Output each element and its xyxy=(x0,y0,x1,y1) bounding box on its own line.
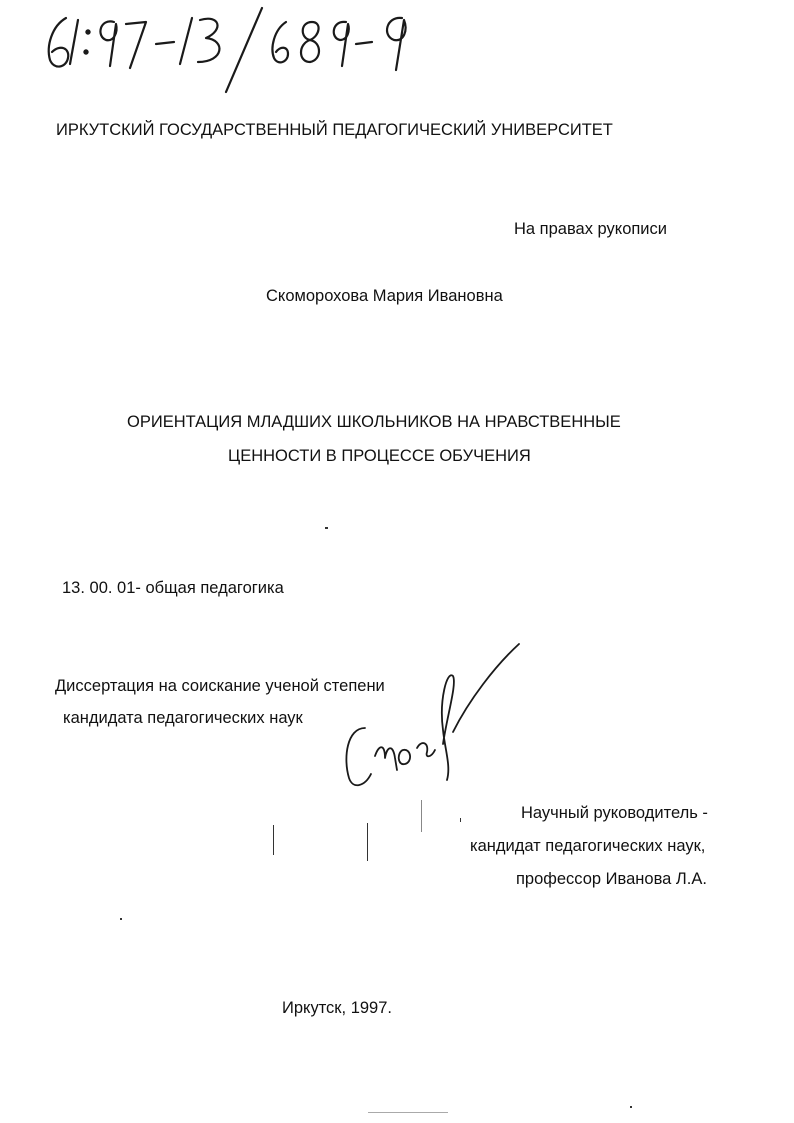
supervisor-name: профессор Иванова Л.А. xyxy=(516,870,707,888)
dissertation-title-line-1: ОРИЕНТАЦИЯ МЛАДШИХ ШКОЛЬНИКОВ НА НРАВСТВЕННЫЕ xyxy=(127,413,621,431)
university-name: ИРКУТСКИЙ ГОСУДАРСТВЕННЫЙ ПЕДАГОГИЧЕСКИЙ УНИВЕРСИТЕТ xyxy=(56,121,613,139)
scan-artifact xyxy=(120,918,122,920)
dissertation-degree-line-2: кандидата педагогических наук xyxy=(63,709,303,727)
scan-artifact xyxy=(630,1106,632,1108)
specialty-code: 13. 00. 01- общая педагогика xyxy=(62,579,284,597)
scan-artifact xyxy=(325,527,328,529)
scan-artifact xyxy=(460,818,461,822)
author-signature xyxy=(335,640,535,800)
dissertation-title-line-2: ЦЕННОСТИ В ПРОЦЕССЕ ОБУЧЕНИЯ xyxy=(228,447,531,465)
supervisor-role: Научный руководитель - xyxy=(521,804,708,822)
scan-artifact xyxy=(367,823,368,861)
scan-artifact xyxy=(368,1112,448,1113)
supervisor-degree: кандидат педагогических наук, xyxy=(470,837,706,855)
scan-artifact xyxy=(273,825,274,855)
manuscript-rights-note: На правах рукописи xyxy=(514,220,667,238)
handwritten-catalog-mark xyxy=(30,0,430,100)
scan-artifact xyxy=(421,800,422,832)
place-and-year: Иркутск, 1997. xyxy=(282,999,392,1017)
dissertation-degree-line-1: Диссертация на соискание ученой степени xyxy=(55,677,385,695)
author-name: Скоморохова Мария Ивановна xyxy=(266,287,503,305)
